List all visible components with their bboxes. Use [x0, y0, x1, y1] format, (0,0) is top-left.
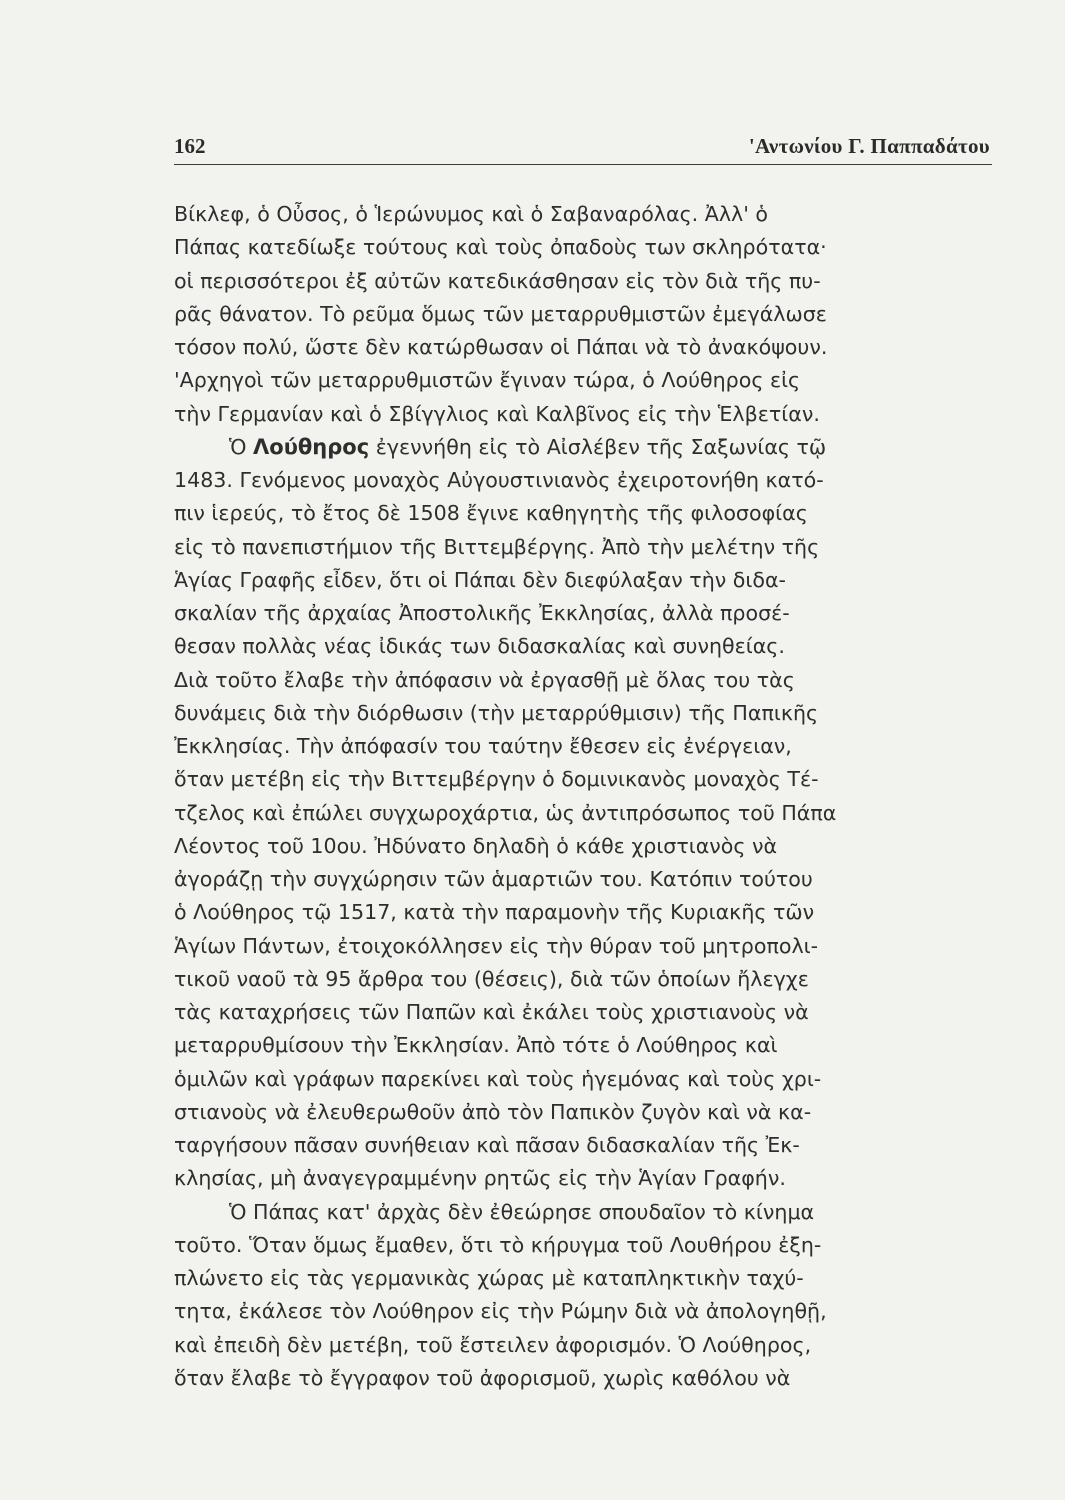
text-line: τικοῦ ναοῦ τὰ 95 ἄρθρα του (θέσεις), διὰ τῶν ὁποίων ἤλεγχε: [174, 966, 809, 991]
text-line: στιανοὺς νὰ ἐλευθερωθοῦν ἀπὸ τὸν Παπικὸν ζυγὸν καὶ νὰ κα-: [174, 1099, 812, 1124]
page-number: 162: [174, 134, 206, 158]
line-prefix: Ὁ: [229, 434, 254, 459]
body-text: [174, 198, 1004, 1395]
text-line: σκαλίαν τῆς ἀρχαίας Ἀποστολικῆς Ἐκκλησίας, ἀλλὰ προσέ-: [174, 601, 790, 625]
text-line: τοῦτο. Ὅταν ὅμως ἔμαθεν, ὅτι τὸ κήρυγμα τοῦ Λουθήρου ἐξη-: [174, 1232, 822, 1257]
page-header: [174, 128, 992, 165]
text-line: οἱ περισσότεροι ἐξ αὐτῶν κατεδικάσθησαν εἰς τὸν διὰ τῆς πυ-: [174, 268, 821, 293]
text-line: πιν ἱερεύς, τὸ ἔτος δὲ 1508 ἔγινε καθηγητὴς τῆς φιλοσοφίας: [174, 501, 808, 526]
text-line: τζελος καὶ ἐπώλει συγχωροχάρτια, ὡς ἀντιπρόσωπος τοῦ Πάπα: [174, 800, 837, 825]
text-line: πλώνετο εἰς τὰς γερμανικὰς χώρας μὲ καταπληκτικὴν ταχύ-: [174, 1266, 804, 1290]
text-line: μεταρρυθμίσουν τὴν Ἐκκλησίαν. Ἀπὸ τότε ὁ Λούθηρος καὶ: [174, 1033, 778, 1058]
text-line: ὅταν ἔλαβε τὸ ἔγγραφον τοῦ ἀφορισμοῦ, χωρὶς καθόλου νὰ: [174, 1365, 791, 1390]
text-line: εἰς τὸ πανεπιστήμιον τῆς Βιττεμβέργης. Ἀπὸ τὴν μελέτην τῆς: [174, 534, 820, 559]
text-line: ὁ Λούθηρος τῷ 1517, κατὰ τὴν παραμονὴν τῆς Κυριακῆς τῶν: [174, 900, 815, 925]
text-line: κλησίας, μὴ ἀναγεγραμμένην ρητῶς εἰς τὴν Ἁγίαν Γραφήν.: [174, 1166, 786, 1191]
text-line: ταργήσουν πᾶσαν συνήθειαν καὶ πᾶσαν διδασκαλίαν τῆς Ἐκ-: [174, 1133, 800, 1157]
text-line: θεσαν πολλὰς νέας ἰδικάς των διδασκαλίας καὶ συνηθείας.: [174, 634, 785, 659]
text-line: τὰς καταχρήσεις τῶν Παπῶν καὶ ἐκάλει τοὺς χριστιανοὺς νὰ: [174, 1000, 809, 1024]
text-line: Βίκλεφ, ὁ Οὖσος, ὁ Ἱερώνυμος καὶ ὁ Σαβαναρόλας. Ἀλλ' ὁ: [174, 202, 769, 226]
text-line: ρᾶς θάνατον. Τὸ ρεῦμα ὅμως τῶν μεταρρυθμιστῶν ἐμεγάλωσε: [174, 301, 827, 326]
text-line: ὁμιλῶν καὶ γράφων παρεκίνει καὶ τοὺς ἡγεμόνας καὶ τοὺς χρι-: [174, 1066, 822, 1091]
text-line: τητα, ἐκάλεσε τὸν Λούθηρον εἰς τὴν Ρώμην διὰ νὰ ἀπολογηθῇ,: [174, 1299, 827, 1324]
paragraph-start-line: [174, 431, 1004, 464]
text-line: καὶ ἐπειδὴ δὲν μετέβη, τοῦ ἔστειλεν ἀφορισμόν. Ὁ Λούθηρος,: [174, 1332, 812, 1357]
text-line: 1483. Γενόμενος μοναχὸς Αὐγουστινιανὸς ἐχειροτονήθη κατό-: [174, 468, 824, 492]
text-line: ὅταν μετέβη εἰς τὴν Βιττεμβέργην ὁ δομινικανὸς μοναχὸς Τέ-: [174, 767, 819, 792]
luther-name-bold: Λούθηρος: [253, 434, 370, 459]
line-rest: ἐγεννήθη εἰς τὸ Αἰσλέβεν τῆς Σαξωνίας τῷ: [369, 434, 827, 459]
text-line: τὴν Γερμανίαν καὶ ὁ Σβίγγλιος καὶ Καλβῖνος εἰς τὴν Ἑλβετίαν.: [174, 401, 820, 426]
text-line: Ἁγίας Γραφῆς εἶδεν, ὅτι οἱ Πάπαι δὲν διεφύλαξαν τὴν διδα-: [174, 567, 786, 592]
text-line: δυνάμεις διὰ τὴν διόρθωσιν (τὴν μεταρρύθμισιν) τῆς Παπικῆς: [174, 700, 819, 725]
text-line: Λέοντος τοῦ 10ου. Ἠδύνατο δηλαδὴ ὁ κάθε χριστιανὸς νὰ: [174, 833, 778, 858]
text-line: τόσον πολύ, ὥστε δὲν κατώρθωσαν οἱ Πάπαι νὰ τὸ ἀνακόψουν.: [174, 335, 828, 359]
running-head: 'Αντωνίου Γ. Παππαδάτου: [748, 134, 990, 158]
text-line: Ἁγίων Πάντων, ἐτοιχοκόλλησεν εἰς τὴν θύραν τοῦ μητροπολι-: [174, 933, 819, 958]
text-line: 'Αρχηγοὶ τῶν μεταρρυθμιστῶν ἔγιναν τώρα, ὁ Λούθηρος εἰς: [174, 368, 801, 393]
paragraph-start-line: Ὁ Πάπας κατ' ἀρχὰς δὲν ἐθεώρησε σπουδαῖον τὸ κίνημα: [229, 1199, 815, 1224]
text-line: Διὰ τοῦτο ἔλαβε τὴν ἀπόφασιν νὰ ἐργασθῇ μὲ ὅλας του τὰς: [174, 667, 795, 692]
text-line: Πάπας κατεδίωξε τούτους καὶ τοὺς ὀπαδοὺς των σκληρότατα·: [174, 235, 827, 260]
text-line: Ἐκκλησίας. Τὴν ἀπόφασίν του ταύτην ἔθεσεν εἰς ἐνέργειαν,: [174, 734, 792, 758]
text-line: ἀγοράζῃ τὴν συγχώρησιν τῶν ἁμαρτιῶν του. Κατόπιν τούτου: [174, 867, 813, 891]
